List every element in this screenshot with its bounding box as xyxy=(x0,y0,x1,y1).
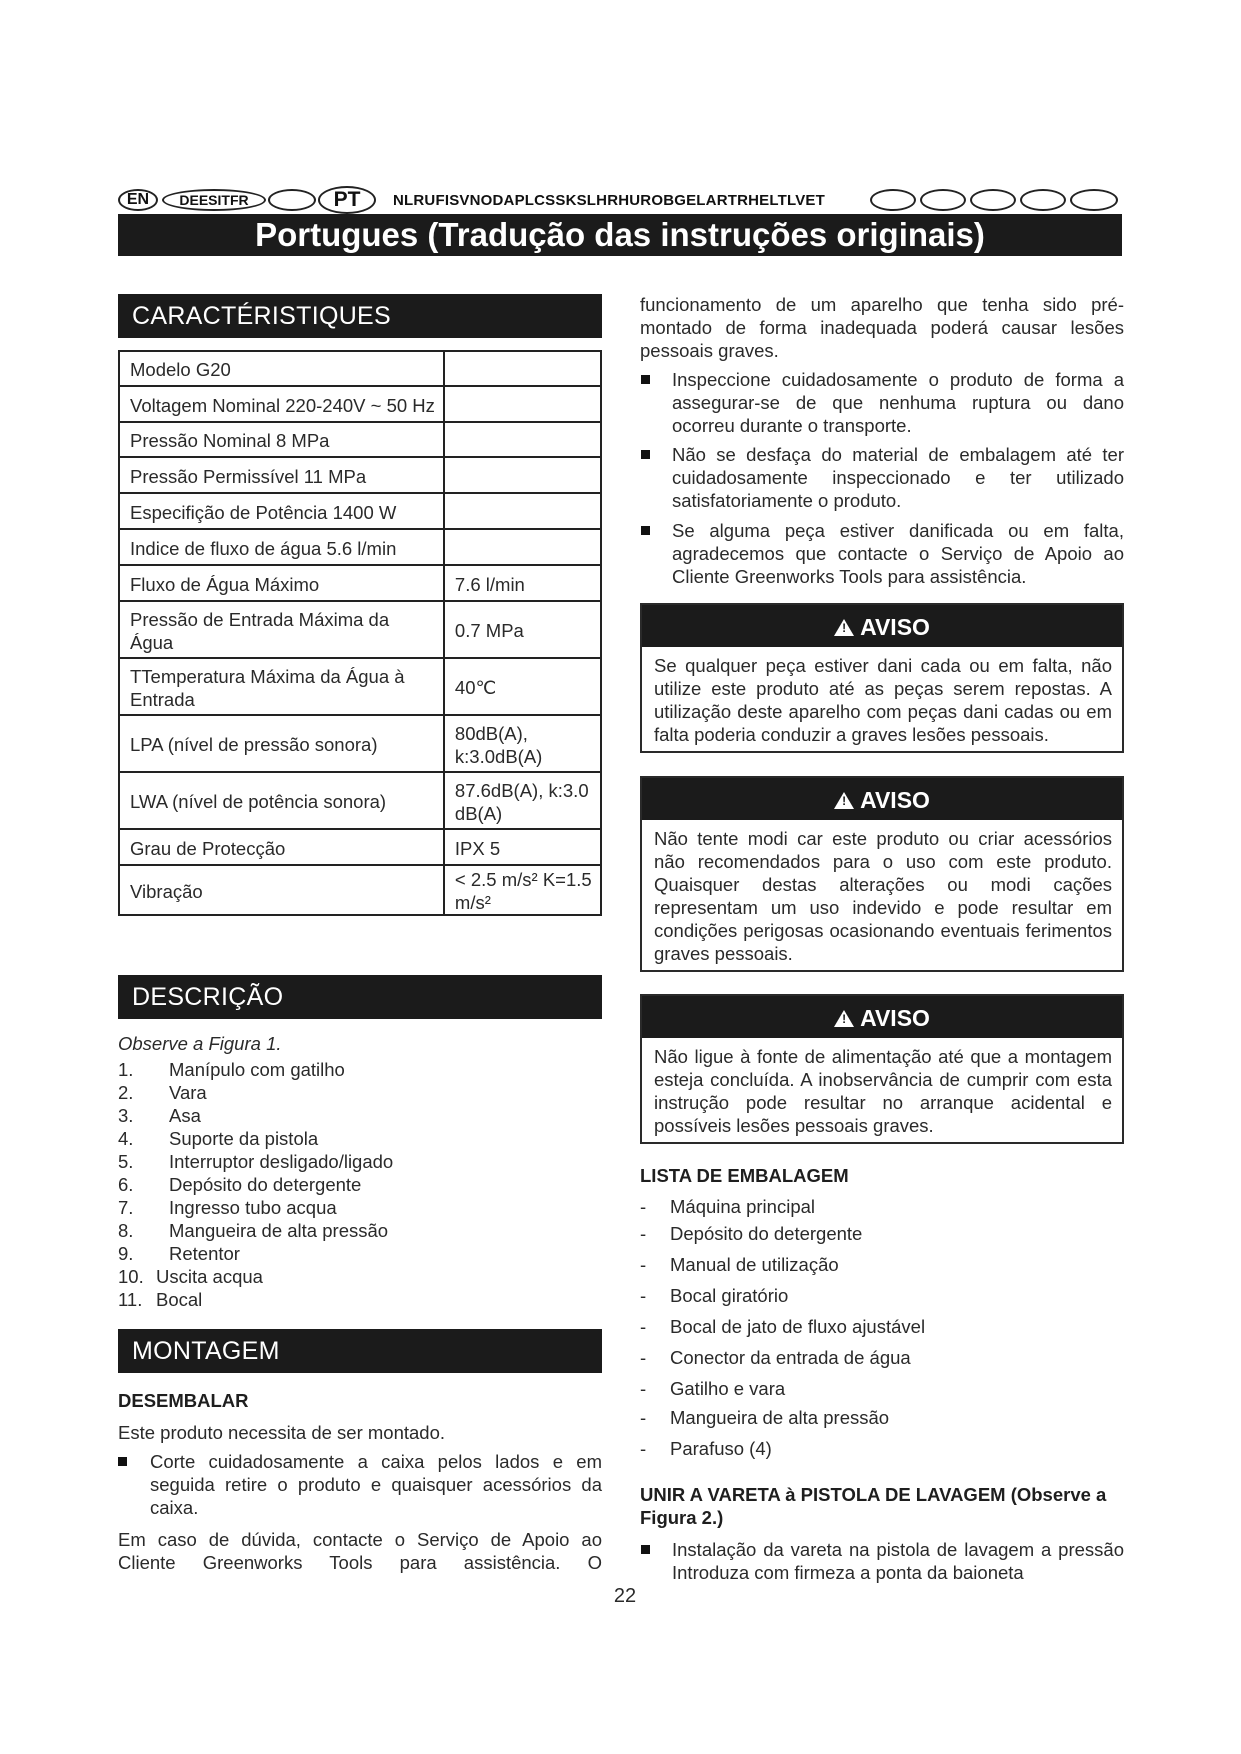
spec-row xyxy=(119,493,601,529)
packing-item: - Bocal de jato de fluxo ajustável xyxy=(640,1316,926,1337)
list-item: 4. Suporte da pistola xyxy=(118,1128,319,1149)
packing-item: - Manual de utilização xyxy=(640,1254,839,1275)
spec-row xyxy=(119,658,601,715)
spec-label: Pressão Permissível 11 MPa xyxy=(119,457,444,493)
lang-en-oval: EN xyxy=(118,189,158,211)
lang-oval-blank xyxy=(1020,189,1066,211)
page-number: 22 xyxy=(613,1585,637,1607)
packing-item: - Máquina principal xyxy=(640,1196,816,1217)
spec-value: < 2.5 m/s² K=1.5 m/s² xyxy=(444,865,601,915)
packing-item: - Conector da entrada de água xyxy=(640,1347,911,1368)
spec-label: Indice de fluxo de água 5.6 l/min xyxy=(119,529,444,565)
list-item: 10. Uscita acqua xyxy=(118,1266,263,1287)
unpack-bullet: Corte cuidadosamente a caixa pelos lados e em seguida retire o produto e quaisquer acessórios da caixa. xyxy=(118,1450,602,1522)
spec-label: Pressão de Entrada Máxima da Água xyxy=(119,601,444,658)
bullet-square-icon xyxy=(641,526,650,535)
lang-oval-blank xyxy=(870,189,916,211)
lang-codes-strip: NLRUFISVNODAPLCSSKSLHRHUROBGELARTRHELTLVET xyxy=(393,192,826,209)
warning-box-1 xyxy=(640,603,1124,753)
warning-header: ! AVISO xyxy=(642,996,1122,1038)
spec-label: LWA (nível de potência sonora) xyxy=(119,772,444,829)
warning-header: ! AVISO xyxy=(642,778,1122,820)
packing-item: - Gatilho e vara xyxy=(640,1378,786,1399)
list-item: 3. Asa xyxy=(118,1105,201,1126)
spec-label: Especifição de Potência 1400 W xyxy=(119,493,444,529)
list-item: 11. Bocal xyxy=(118,1289,203,1310)
description-list xyxy=(118,1058,598,1311)
language-bar xyxy=(118,186,1120,216)
packing-item: - Depósito do detergente xyxy=(640,1223,863,1244)
lang-prefix-oval: DEESITFR xyxy=(162,189,266,211)
spec-value: 7.6 l/min xyxy=(444,565,601,601)
warning-box-3 xyxy=(640,994,1124,1144)
spec-label: Vibração xyxy=(119,865,444,915)
spec-row xyxy=(119,457,601,493)
spec-row xyxy=(119,772,601,829)
bullet-square-icon xyxy=(118,1457,127,1466)
list-item: 7. Ingresso tubo acqua xyxy=(118,1197,337,1218)
spec-row xyxy=(119,829,601,865)
assembly-heading: MONTAGEM xyxy=(118,1329,602,1373)
list-item: 5. Interruptor desligado/ligado xyxy=(118,1151,394,1172)
list-item: 8. Mangueira de alta pressão xyxy=(118,1220,389,1241)
list-item: 1. Manípulo com gatilho xyxy=(118,1059,345,1080)
spec-row xyxy=(119,715,601,772)
spec-value: 40℃ xyxy=(444,658,601,715)
page-title: Portugues (Tradução das instruções originais) xyxy=(118,214,1122,256)
spec-label: LPA (nível de pressão sonora) xyxy=(119,715,444,772)
list-item: 9. Retentor xyxy=(118,1243,240,1264)
spec-label: Grau de Protecção xyxy=(119,829,444,865)
packing-list xyxy=(640,1195,1124,1465)
spec-label: TTemperatura Máxima da Água à Entrada xyxy=(119,658,444,715)
packing-item: - Bocal giratório xyxy=(640,1285,789,1306)
spec-value xyxy=(444,422,601,457)
bullet-square-icon xyxy=(641,1545,650,1554)
warning-text: Não ligue à fonte de alimentação até que a montagem esteja concluída. A inobservância de cumprir com esta instrução pode resultar no arranque acidental e possíveis lesões pessoais graves. xyxy=(654,1046,1112,1136)
spec-row xyxy=(119,351,601,386)
bullet-item: Se alguma peça estiver danificada ou em falta, agradecemos que contacte o Serviço de Apoio ao Cliente Greenworks Tools para assistência. xyxy=(640,519,1124,589)
bullet-item: Inspeccione cuidadosamente o produto de forma a assegurar-se de que nenhuma ruptura ou dano ocorreu durante o transporte. xyxy=(640,368,1124,438)
bullet-item: Não se desfaça do material de embalagem até ter cuidadosamente inspeccionado e ter utilizado satisfatoriamente o produto. xyxy=(640,443,1124,513)
doubt-text-part1: Em caso de dúvida, contacte o Serviço de Apoio ao Cliente Greenworks Tools para assistência. O xyxy=(118,1529,602,1573)
lang-oval-blank xyxy=(1070,189,1118,211)
packing-item: - Mangueira de alta pressão xyxy=(640,1407,890,1428)
spec-value xyxy=(444,351,601,386)
warning-text: Não tente modi car este produto ou criar acessórios não recomendados para o uso com este produto. Quaisquer destas alterações ou modi cações representam um uso indevido e pode resultar em condições perigosas ocasionando eventuais ferimentos graves pessoais. xyxy=(654,828,1112,964)
unpack-intro: Este produto necessita de ser montado. xyxy=(118,1422,446,1443)
list-item: 2. Vara xyxy=(118,1082,207,1103)
spec-value: IPX 5 xyxy=(444,829,601,865)
spec-row xyxy=(119,565,601,601)
spec-row xyxy=(119,386,601,422)
description-intro: Observe a Figura 1. xyxy=(118,1033,282,1054)
warning-triangle-icon: ! xyxy=(834,1010,854,1027)
spec-value: 87.6dB(A), k:3.0 dB(A) xyxy=(444,772,601,829)
spec-row xyxy=(119,529,601,565)
bullet-square-icon xyxy=(641,375,650,384)
spec-row xyxy=(119,422,601,457)
spec-label: Voltagem Nominal 220-240V ~ 50 Hz xyxy=(119,386,444,422)
spec-value xyxy=(444,493,601,529)
spec-value xyxy=(444,529,601,565)
warning-header: ! AVISO xyxy=(642,605,1122,647)
spec-row xyxy=(119,865,601,915)
warning-box-2 xyxy=(640,776,1124,972)
lang-pt-oval: PT xyxy=(318,186,376,214)
features-heading: CARACTÉRISTIQUES xyxy=(118,294,602,338)
spec-label: Pressão Nominal 8 MPa xyxy=(119,422,444,457)
spec-value: 80dB(A), k:3.0dB(A) xyxy=(444,715,601,772)
spec-value xyxy=(444,457,601,493)
list-item: 6. Depósito do detergente xyxy=(118,1174,362,1195)
specs-table xyxy=(118,350,602,916)
spec-label: Modelo G20 xyxy=(119,351,444,386)
spec-value xyxy=(444,386,601,422)
bullet-square-icon xyxy=(641,450,650,459)
wand-heading: UNIR A VARETA à PISTOLA DE LAVAGEM (Observe a Figura 2.) xyxy=(640,1484,1107,1528)
unpack-heading: DESEMBALAR xyxy=(118,1390,249,1411)
packing-item: - Parafuso (4) xyxy=(640,1438,772,1459)
warning-triangle-icon: ! xyxy=(834,792,854,809)
description-heading: DESCRIÇÃO xyxy=(118,975,602,1019)
doubt-text-part2: funcionamento de um aparelho que tenha sido pré-montado de forma inadequada poderá causar lesões pessoais graves. xyxy=(640,294,1124,361)
warning-text: Se qualquer peça estiver dani cada ou em falta, não utilize este produto até as peças serem repostas. A utilização deste aparelho com peças dani cadas ou em falta poderia conduzir a graves lesões pessoais. xyxy=(654,655,1112,745)
spec-value: 0.7 MPa xyxy=(444,601,601,658)
lang-oval-blank xyxy=(920,189,966,211)
spec-label: Fluxo de Água Máximo xyxy=(119,565,444,601)
lang-empty-oval xyxy=(268,189,316,211)
packing-heading: LISTA DE EMBALAGEM xyxy=(640,1165,849,1186)
lang-oval-blank xyxy=(970,189,1016,211)
wand-bullet: Instalação da vareta na pistola de lavagem a pressão Introduza com firmeza a ponta da baioneta xyxy=(640,1538,1124,1586)
warning-triangle-icon: ! xyxy=(834,619,854,636)
spec-row xyxy=(119,601,601,658)
